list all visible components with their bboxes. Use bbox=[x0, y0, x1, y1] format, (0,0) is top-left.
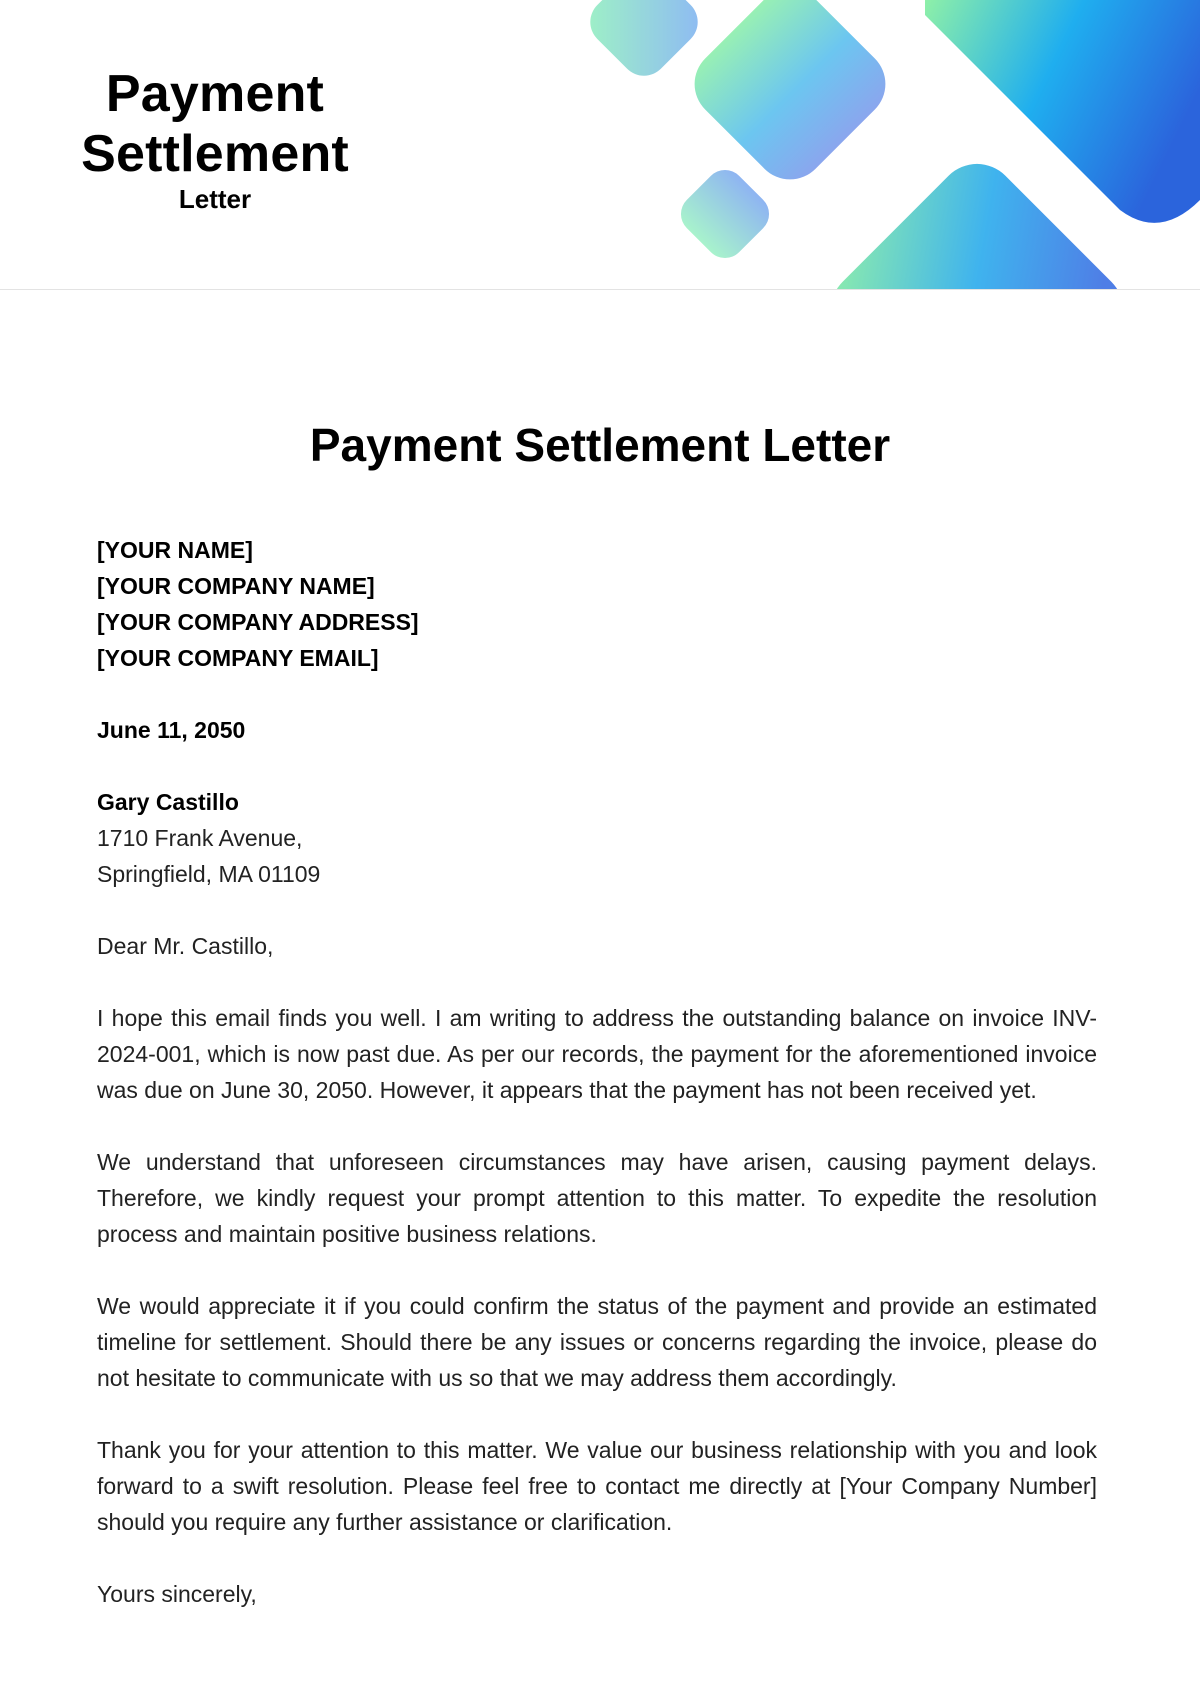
body-paragraph-1: I hope this email finds you well. I am writing to address the outstanding balance on invoice INV-2024-001, which is now past due. As per our records, the payment for the aforementioned invoice was due on June 30, 2050. However, it appears that the payment has not been received yet. bbox=[97, 1005, 1097, 1103]
logo-line-payment: Payment bbox=[105, 65, 325, 123]
diamond-small-top bbox=[580, 0, 707, 86]
diamond-small-bottom bbox=[673, 162, 778, 267]
letter-date: June 11, 2050 bbox=[97, 717, 246, 743]
logo-line-letter: Letter bbox=[178, 184, 252, 214]
document-title: Payment Settlement Letter bbox=[309, 419, 891, 471]
letterhead bbox=[0, 0, 1200, 290]
recipient-name: Gary Castillo bbox=[97, 789, 239, 815]
body-paragraph-4: Thank you for your attention to this matter. We value our business relationship with you and look forward to a swift resolution. Please feel free to contact me directly at [Your Company Number] should you require any further assistance or clarification. bbox=[97, 1437, 1097, 1535]
recipient-street: 1710 Frank Avenue, bbox=[97, 825, 303, 851]
recipient-city: Springfield, MA 01109 bbox=[97, 861, 321, 887]
diamond-medium bbox=[680, 0, 901, 194]
sender-email: [YOUR COMPANY EMAIL] bbox=[97, 645, 379, 671]
sender-name: [YOUR NAME] bbox=[97, 537, 253, 563]
logo-line-settlement: Settlement bbox=[81, 125, 349, 183]
decorative-shapes bbox=[560, 0, 1200, 289]
salutation: Dear Mr. Castillo, bbox=[97, 933, 274, 959]
logo bbox=[75, 64, 355, 214]
body-paragraph-2: We understand that unforeseen circumstances may have arisen, causing payment delays. Therefore, we kindly request your prompt attention to this matter. To expedite the resolution process and maintain positive business relations. bbox=[97, 1149, 1097, 1247]
letter-body bbox=[97, 532, 1097, 1612]
sender-company: [YOUR COMPANY NAME] bbox=[97, 573, 375, 599]
body-paragraph-3: We would appreciate it if you could confirm the status of the payment and provide an estimated timeline for settlement. Should there be any issues or concerns regarding the invoice, please do not hesitate to communicate with us so that we may address them accordingly. bbox=[97, 1293, 1097, 1391]
closing: Yours sincerely, bbox=[97, 1581, 257, 1607]
sender-address: [YOUR COMPANY ADDRESS] bbox=[97, 609, 419, 635]
